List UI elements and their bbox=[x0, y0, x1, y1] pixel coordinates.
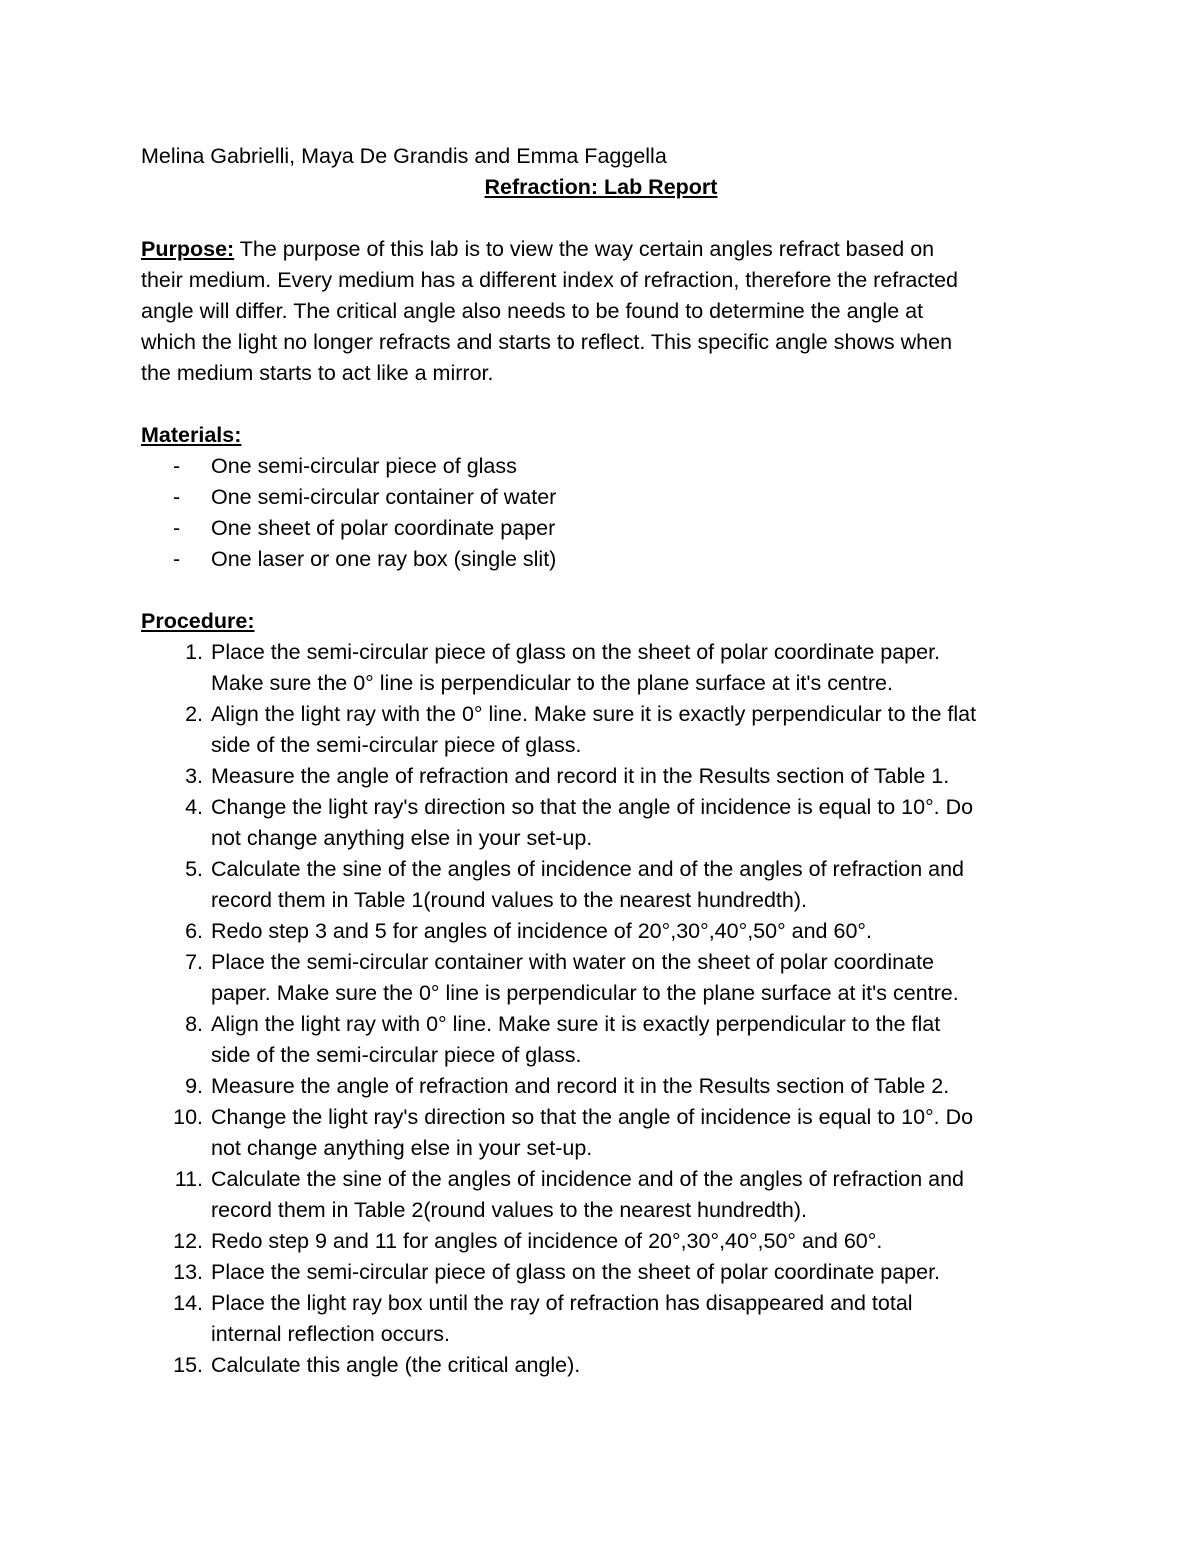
step-number: 1. bbox=[185, 640, 203, 664]
materials-heading: Materials: bbox=[141, 423, 242, 447]
procedure-step bbox=[141, 1350, 1061, 1381]
bullet-dash: - bbox=[173, 454, 181, 478]
procedure-section bbox=[141, 606, 1061, 1381]
purpose-line: their medium. Every medium has a different index of refraction, therefore the refracted bbox=[141, 268, 958, 292]
bullet-dash: - bbox=[173, 485, 181, 509]
step-text: Make sure the 0° line is perpendicular to the plane surface at it's centre. bbox=[211, 671, 893, 695]
bullet-dash: - bbox=[173, 547, 181, 571]
materials-list bbox=[141, 451, 1061, 575]
step-text: record them in Table 2(round values to the nearest hundredth). bbox=[211, 1198, 807, 1222]
step-text: Change the light ray's direction so that the angle of incidence is equal to 10°. Do bbox=[211, 795, 974, 819]
bullet-dash: - bbox=[173, 516, 181, 540]
step-text: not change anything else in your set-up. bbox=[211, 1136, 593, 1160]
step-number: 6. bbox=[185, 919, 203, 943]
step-number: 12. bbox=[173, 1229, 203, 1253]
purpose-line: angle will differ. The critical angle also needs to be found to determine the angle at bbox=[141, 299, 924, 323]
step-text: Redo step 9 and 11 for angles of incidence of 20°,30°,40°,50° and 60°. bbox=[211, 1229, 883, 1253]
step-number: 15. bbox=[173, 1353, 203, 1377]
material-text: One semi-circular piece of glass bbox=[211, 454, 517, 478]
step-number: 2. bbox=[185, 702, 203, 726]
report-title: Refraction: Lab Report bbox=[484, 175, 718, 199]
step-number: 14. bbox=[173, 1291, 203, 1315]
procedure-heading: Procedure: bbox=[141, 609, 255, 633]
step-text: Change the light ray's direction so that the angle of incidence is equal to 10°. Do bbox=[211, 1105, 974, 1129]
procedure-step bbox=[141, 1164, 1061, 1226]
document-page bbox=[141, 141, 1061, 1381]
procedure-step bbox=[141, 699, 1061, 761]
procedure-step bbox=[141, 1288, 1061, 1350]
step-text: Measure the angle of refraction and record it in the Results section of Table 2. bbox=[211, 1074, 950, 1098]
step-text: Measure the angle of refraction and record it in the Results section of Table 1. bbox=[211, 764, 950, 788]
step-number: 3. bbox=[185, 764, 203, 788]
step-text: Calculate this angle (the critical angle). bbox=[211, 1353, 581, 1377]
step-text: Place the light ray box until the ray of refraction has disappeared and total bbox=[211, 1291, 913, 1315]
step-text: Place the semi-circular piece of glass on the sheet of polar coordinate paper. bbox=[211, 1260, 941, 1284]
step-number: 7. bbox=[185, 950, 203, 974]
procedure-list bbox=[141, 637, 1061, 1381]
list-item bbox=[141, 451, 1061, 482]
step-text: Align the light ray with the 0° line. Make sure it is exactly perpendicular to the flat bbox=[211, 702, 977, 726]
list-item bbox=[141, 482, 1061, 513]
step-number: 5. bbox=[185, 857, 203, 881]
step-number: 8. bbox=[185, 1012, 203, 1036]
step-text: side of the semi-circular piece of glass. bbox=[211, 1043, 582, 1067]
step-text: Calculate the sine of the angles of incidence and of the angles of refraction and bbox=[211, 857, 965, 881]
purpose-line: which the light no longer refracts and starts to reflect. This specific angle shows when bbox=[141, 330, 953, 354]
procedure-step bbox=[141, 1102, 1061, 1164]
list-item bbox=[141, 513, 1061, 544]
procedure-step bbox=[141, 761, 1061, 792]
procedure-step bbox=[141, 916, 1061, 947]
materials-section bbox=[141, 420, 1061, 575]
step-number: 13. bbox=[173, 1260, 203, 1284]
material-text: One semi-circular container of water bbox=[211, 485, 557, 509]
procedure-step bbox=[141, 637, 1061, 699]
procedure-step bbox=[141, 1257, 1061, 1288]
material-text: One sheet of polar coordinate paper bbox=[211, 516, 556, 540]
step-text: not change anything else in your set-up. bbox=[211, 826, 593, 850]
purpose-line: the medium starts to act like a mirror. bbox=[141, 361, 494, 385]
purpose-heading: Purpose: bbox=[141, 237, 235, 261]
authors-line: Melina Gabrielli, Maya De Grandis and Emma Faggella bbox=[141, 144, 667, 168]
list-item bbox=[141, 544, 1061, 575]
purpose-section bbox=[141, 234, 1061, 389]
step-number: 9. bbox=[185, 1074, 203, 1098]
procedure-step bbox=[141, 1226, 1061, 1257]
procedure-step bbox=[141, 1009, 1061, 1071]
step-text: Place the semi-circular container with water on the sheet of polar coordinate bbox=[211, 950, 935, 974]
step-text: Redo step 3 and 5 for angles of incidence of 20°,30°,40°,50° and 60°. bbox=[211, 919, 872, 943]
step-number: 4. bbox=[185, 795, 203, 819]
step-text: Align the light ray with 0° line. Make sure it is exactly perpendicular to the flat bbox=[211, 1012, 941, 1036]
step-text: Calculate the sine of the angles of incidence and of the angles of refraction and bbox=[211, 1167, 965, 1191]
procedure-step bbox=[141, 854, 1061, 916]
step-text: side of the semi-circular piece of glass. bbox=[211, 733, 582, 757]
step-text: record them in Table 1(round values to the nearest hundredth). bbox=[211, 888, 807, 912]
spacer bbox=[141, 203, 1061, 234]
step-text: Place the semi-circular piece of glass on the sheet of polar coordinate paper. bbox=[211, 640, 941, 664]
procedure-step bbox=[141, 792, 1061, 854]
material-text: One laser or one ray box (single slit) bbox=[211, 547, 557, 571]
step-number: 10. bbox=[173, 1105, 203, 1129]
step-text: internal reflection occurs. bbox=[211, 1322, 450, 1346]
spacer bbox=[141, 575, 1061, 606]
step-number: 11. bbox=[174, 1167, 203, 1191]
purpose-line: The purpose of this lab is to view the way certain angles refract based on bbox=[239, 237, 935, 261]
spacer bbox=[141, 389, 1061, 420]
step-text: paper. Make sure the 0° line is perpendicular to the plane surface at it's centre. bbox=[211, 981, 959, 1005]
procedure-step bbox=[141, 1071, 1061, 1102]
procedure-step bbox=[141, 947, 1061, 1009]
